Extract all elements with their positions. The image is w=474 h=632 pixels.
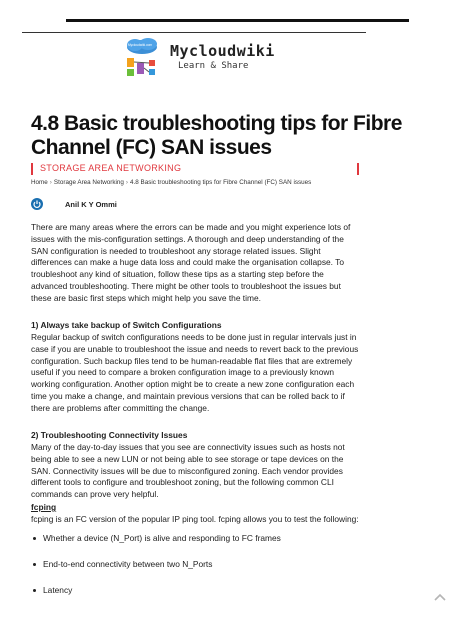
bullet-dot	[33, 563, 36, 566]
fcping-list	[31, 533, 359, 611]
page-title: 4.8 Basic troubleshooting tips for Fibre Channel (FC) SAN issues	[31, 112, 402, 159]
site-tagline: Learn & Share	[178, 61, 249, 71]
category-row	[31, 163, 359, 177]
logo-badge-text: Mycloudwiki.com	[128, 43, 153, 47]
fcping-paragraph: fcping is an FC version of the popular IP ping tool. fcping allows you to test the following:	[31, 514, 359, 524]
site-name: Mycloudwiki	[170, 42, 275, 60]
section-heading-connectivity: 2) Troubleshooting Connectivity Issues	[31, 430, 188, 440]
header-divider	[22, 32, 366, 33]
avatar[interactable]	[31, 198, 43, 210]
breadcrumb-category[interactable]: Storage Area Networking	[53, 179, 124, 186]
list-item	[31, 585, 359, 611]
site-logo[interactable]	[120, 38, 275, 82]
intro-paragraph: There are many areas where the errors can be made and you might experience lots of issues with the mis-configuration settings. A thorough and deep understanding of the SAN configuration is needed to troubleshoot any storage related issues. Slight differences can make a huge data loss and could make the organisation collapse. To troubleshoot any kind of situation, follow these tips as a starting step before the advanced troubleshooting. There might be other tools to troubleshoot the issues but these are basic first steps which might help you save the time.	[31, 222, 351, 303]
category-bar-left	[31, 163, 33, 175]
list-item-text: End-to-end connectivity between two N_Ports	[43, 559, 213, 569]
fcping-heading: fcping	[31, 502, 57, 512]
list-item-text: Latency	[43, 585, 73, 595]
breadcrumb-current: 4.8 Basic troubleshooting tips for Fibre Channel (FC) SAN issues	[130, 179, 312, 186]
category-link[interactable]: STORAGE AREA NETWORKING	[40, 163, 182, 173]
list-item-text: Whether a device (N_Port) is alive and responding to FC frames	[43, 533, 281, 543]
list-item	[31, 559, 359, 585]
bullet-dot	[33, 589, 36, 592]
top-bar	[66, 19, 409, 22]
connectivity-paragraph: Many of the day-to-day issues that you see are connectivity issues such as hosts not being able to see a new LUN or not being able to see storage or tape devices on the SAN. Connectivity issues will be due to misconfigured zoning. Each vendor provides different tools to configure and troubleshoot zoning, but the following common CLI commands can prove very helpful.	[31, 442, 345, 500]
breadcrumb-separator: ›	[125, 179, 129, 186]
breadcrumb	[31, 179, 311, 186]
category-bar-right	[357, 163, 359, 175]
backup-paragraph: Regular backup of switch configurations needs to be done just in regular intervals just in case if you are unable to troubleshoot the issue and needs to revert back to the previous configuration. Such backup files tend to be human-readable flat files that are extremely useful if you need to compare a broken configuration image to a previously known working configuration. Another option might be to create a new zone configuration each time you make a change, and maintain previous versions that can be rolled back to if there are problems after committing the change.	[31, 332, 359, 413]
breadcrumb-home[interactable]: Home	[31, 179, 48, 186]
section-heading-backup: 1) Always take backup of Switch Configurations	[31, 320, 222, 330]
bullet-dot	[33, 537, 36, 540]
scroll-up-chevron-icon[interactable]	[433, 592, 447, 602]
author-name[interactable]: Anil K Y Ommi	[65, 200, 117, 209]
list-item	[31, 533, 359, 559]
breadcrumb-separator: ›	[49, 179, 52, 186]
power-avatar-icon	[31, 198, 43, 210]
